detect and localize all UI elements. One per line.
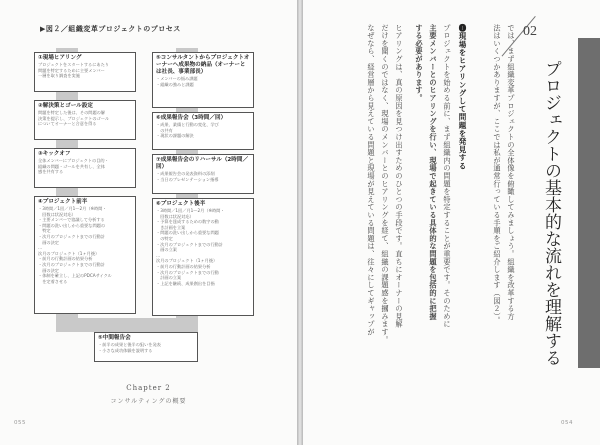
midterm-report-body: ・前半の成果と後半の狙いを発表 ・小さな成功体験を説明する: [98, 342, 161, 353]
body-col-2: 法はいくつかありますが、ここでは私が通常行っている手順をご紹介します（図２）。: [493, 24, 502, 325]
step-6-title: ⑥プロジェクト後半: [156, 201, 206, 207]
step-2-box: [34, 100, 136, 140]
step-9-box: [152, 112, 254, 150]
step-4-box: [34, 196, 136, 314]
step-3-title: ③キックオフ: [38, 151, 71, 157]
chapter-label: Chapter 2: [126, 384, 171, 392]
bottom-connector: [56, 318, 198, 332]
step-1-box: [34, 52, 136, 92]
step-4-title: ④プロジェクト前半: [38, 199, 88, 205]
step-3-body: 全体メンバーにプロジェクトの目的・ 組織の問題・ゴールを共有し、全体 感を共有する: [38, 158, 109, 175]
body-heading: ❶現場をヒアリングして問題を発見する: [458, 24, 467, 170]
step-9-title: ⑥成果報告会（3時間／回）: [156, 115, 227, 121]
step-8-body: ・成果報告会の発表資料の添削 ・当日のプレゼンテーション指導: [156, 171, 219, 182]
body-col-7: ヒアリングは、真の原因を見つけ出すためのひとつの手段です。直ちにオーナーの見解: [395, 24, 404, 329]
section-side-bar: [578, 38, 600, 368]
body-col-1: では、まず組織変革プロジェクトの全体像を俯瞰してみましょう。組織を改革する方: [507, 24, 516, 321]
section-title: プロジェクトの基本的な流れを理解する: [541, 60, 561, 366]
body-col-4: プロジェクトを始める前に、まず組織内の問題を特定することが重要です。そのために: [443, 24, 452, 329]
section-number: 02: [523, 24, 537, 39]
body-col-6: する必要があります。: [415, 24, 424, 102]
step-8-title: ⑦成果報告会のリハーサル（2時間／回）: [156, 157, 249, 170]
step-9-body: ・成果、業績と行動の変化、学び の共有 ・現状の課題の解決: [156, 122, 219, 139]
body-col-5: 主要メンバーとのヒアリングを行い、現場で起きている具体的な問題を包括的に把握: [429, 24, 438, 321]
body-col-9: なぜなら、経営層から見えている問題と現場が見えている問題は、往々にしてギャップが: [367, 24, 376, 336]
figure-title: ▶図２／組織変革プロジェクトのプロセス: [40, 25, 181, 33]
chapter-subtitle: コンサルティングの概要: [110, 398, 187, 405]
body-col-8: だけを聞くのではなく、現場のメンバーとのヒアリングを経て、組織の課題感を摑みます。: [381, 24, 390, 344]
step-6-box: [152, 198, 254, 316]
step-1-title: ①現場ヒアリング: [38, 55, 82, 61]
step-1-body: プロジェクトをスタートするにあたり 問題を特定するために主要メンバー 一層を取り調査を実施: [38, 62, 109, 79]
step-4-body: ・3時間／1回／月1〜2月（※時間・ 回数は状況対応） ・主要メンバーで協議して分析する ・問題の洗い出しから重要な問題の 特定 ・次月のプロジェクトまでの行動計 画の決定 … 次月のプロジェクト（1ヶ月後） ・前月の行動計画の結果分析 ・次月のプロジェクトまでの行動計 画の決定 ・体制を確立し、上記のPDCAサイクル を定着させる: [38, 206, 112, 284]
midterm-report-title: ⑤中間報告会: [98, 335, 131, 341]
step-10-body: ・メンバーの悩み課題 ・組織の強みと課題: [156, 76, 198, 87]
step-10-box: [152, 52, 254, 108]
step-3-box: [34, 148, 136, 188]
step-2-body: 問題を特定した後は、その問題の解 決策を提示し、プロジェクトのゴール についてオーナーと合意を得る: [38, 110, 110, 127]
step-2-title: ②解決策とゴール設定: [38, 103, 93, 109]
midterm-report-box: [94, 332, 198, 362]
step-6-body: ・3時間／1回／月1〜2月（※時間・ 回数は状況対応） ・予算を達成するための数字の動 き計画を立案 ・問題の洗い出しから重要な問題 の特定 ・次月のプロジェクトまでの行動計 画の立案 … 次月のプロジェクト（1ヶ月後） ・前月の行動計画の結果分析 ・次月のプロジェクトまでの行動 計画の立案 ・上記を継続、成果創出を目指: [156, 208, 225, 286]
left-page-number: 055: [14, 420, 26, 426]
right-page-number: 054: [561, 420, 573, 426]
step-10-title: ⑤コンサルタントからプロジェクトオーナーへ成果物の納品（オーナーとは社長、事業部長）: [156, 55, 250, 75]
left-page: [0, 0, 297, 445]
step-8-box: [152, 154, 254, 194]
